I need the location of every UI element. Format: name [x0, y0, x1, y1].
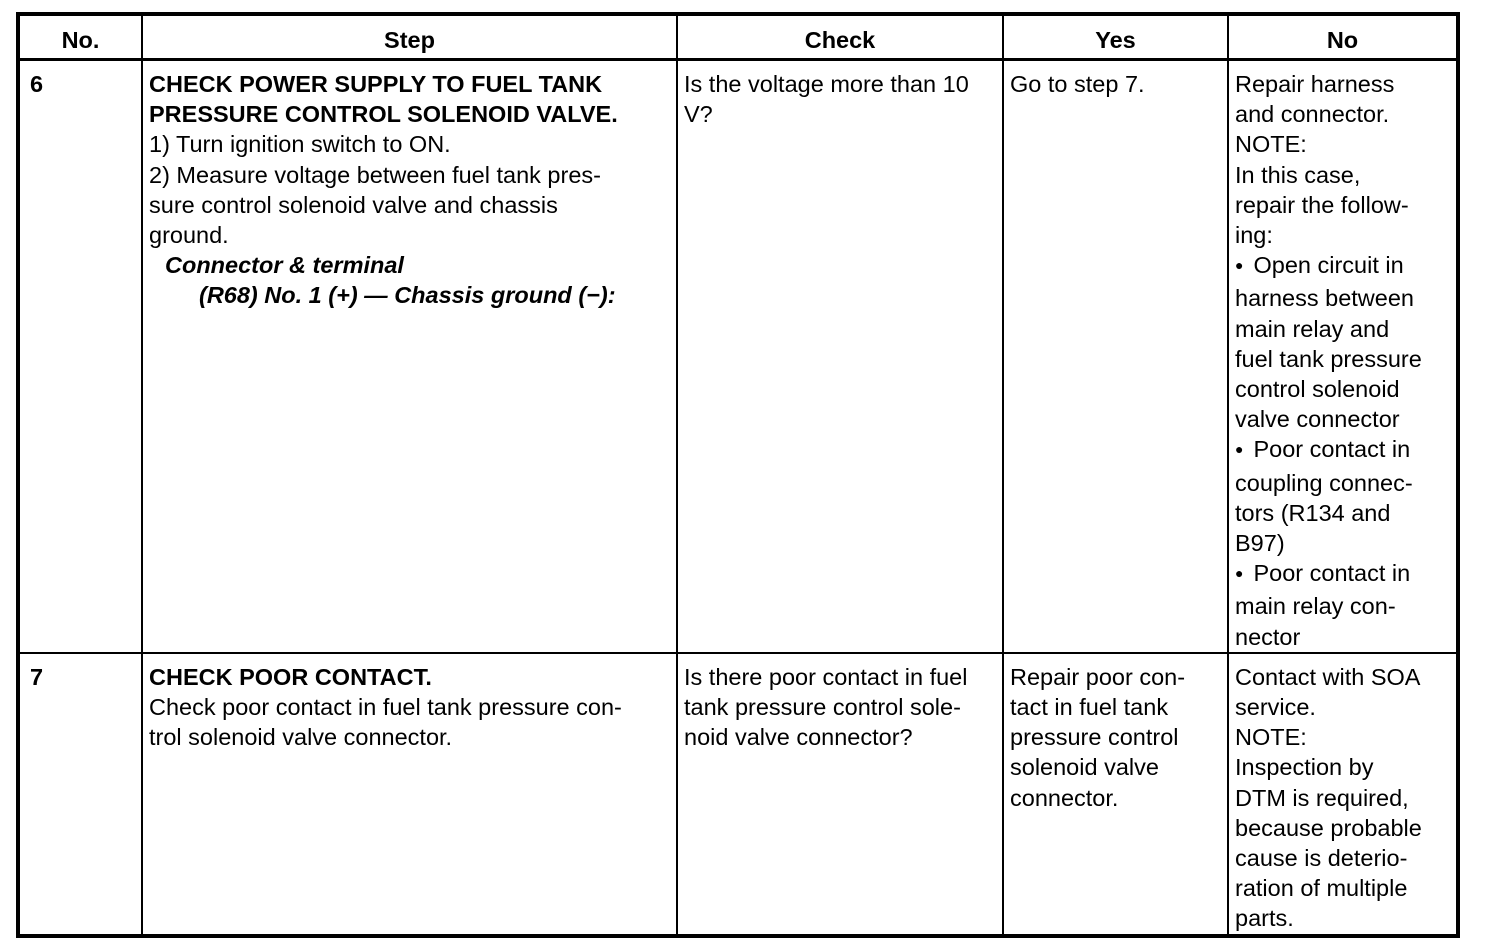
- note-label: NOTE:: [1235, 131, 1307, 158]
- bullet-text: Open circuit in: [1253, 252, 1404, 279]
- no-action-cell: [1228, 60, 1458, 653]
- no-action-line: harness between: [1235, 285, 1414, 312]
- step-body-line: 2) Measure voltage between fuel tank pres-: [149, 161, 601, 188]
- check-line: noid valve connector?: [684, 724, 913, 751]
- no-action-line: and connector.: [1235, 101, 1390, 128]
- bullet-icon: [1235, 560, 1253, 586]
- no-action-line: nector: [1235, 623, 1301, 650]
- check-line: tank pressure control sole-: [684, 694, 961, 721]
- no-action-line: coupling connec-: [1235, 469, 1413, 496]
- bullet-icon: [1235, 436, 1253, 462]
- header-no: No.: [18, 14, 142, 60]
- step-title-line: CHECK POWER SUPPLY TO FUEL TANK: [149, 71, 603, 97]
- connector-spec-label: Connector & terminal: [165, 252, 404, 279]
- step-cell: [142, 653, 677, 936]
- no-action-line: ration of multiple: [1235, 875, 1408, 902]
- diagnostic-table: [16, 12, 1460, 938]
- yes-cell: [1003, 60, 1228, 653]
- table-row: [18, 60, 1458, 653]
- step-number: 6: [18, 60, 142, 653]
- bullet-text: Poor contact in: [1253, 560, 1411, 587]
- bullet-item: [1235, 558, 1450, 591]
- header-step: Step: [142, 14, 677, 60]
- no-action-line: valve connector: [1235, 406, 1400, 433]
- yes-cell: [1003, 653, 1228, 936]
- yes-line: solenoid valve: [1010, 754, 1159, 781]
- no-action-line: main relay and: [1235, 315, 1390, 342]
- no-action-line: cause is deterio-: [1235, 845, 1408, 872]
- header-yes: Yes: [1003, 14, 1228, 60]
- bullet-icon: [1235, 252, 1253, 278]
- connector-spec-value: (R68) No. 1 (+) — Chassis ground (−):: [199, 282, 616, 309]
- no-action-line: fuel tank pressure: [1235, 345, 1422, 372]
- bullet-item: [1235, 250, 1450, 283]
- step-body-line: ground.: [149, 222, 229, 249]
- check-line: V?: [684, 101, 713, 128]
- step-cell: [142, 60, 677, 653]
- no-action-line: ing:: [1235, 222, 1273, 249]
- no-action-cell: [1228, 653, 1458, 936]
- check-cell: [677, 653, 1003, 936]
- no-action-line: DTM is required,: [1235, 784, 1409, 811]
- no-action-line: repair the follow-: [1235, 191, 1409, 218]
- note-label: NOTE:: [1235, 724, 1307, 751]
- bullet-item: [1235, 434, 1450, 467]
- yes-line: connector.: [1010, 784, 1119, 811]
- no-action-line: because probable: [1235, 814, 1422, 841]
- no-action-line: parts.: [1235, 905, 1294, 932]
- yes-line: Go to step 7.: [1010, 71, 1145, 97]
- header-check: Check: [677, 14, 1003, 60]
- header-row: [18, 14, 1458, 60]
- no-action-line: B97): [1235, 530, 1285, 557]
- no-action-line: tors (R134 and: [1235, 499, 1391, 526]
- no-action-line: Contact with SOA: [1235, 663, 1421, 690]
- check-cell: [677, 60, 1003, 653]
- table-row: [18, 653, 1458, 936]
- step-body-line: Check poor contact in fuel tank pressure con-: [149, 694, 622, 721]
- step-title-line: CHECK POOR CONTACT.: [149, 663, 432, 690]
- check-line: Is there poor contact in fuel: [684, 663, 968, 690]
- no-action-line: Repair harness: [1235, 71, 1395, 97]
- no-action-line: service.: [1235, 694, 1316, 721]
- no-action-line: control solenoid: [1235, 376, 1400, 403]
- yes-line: Repair poor con-: [1010, 663, 1186, 690]
- step-body-line: trol solenoid valve connector.: [149, 724, 453, 751]
- yes-line: pressure control: [1010, 724, 1179, 751]
- step-body-line: 1) Turn ignition switch to ON.: [149, 131, 451, 158]
- step-body-line: sure control solenoid valve and chassis: [149, 191, 558, 218]
- bullet-text: Poor contact in: [1253, 436, 1411, 463]
- step-title-line: PRESSURE CONTROL SOLENOID VALVE.: [149, 101, 618, 128]
- header-no-action: No: [1228, 14, 1458, 60]
- yes-line: tact in fuel tank: [1010, 694, 1169, 721]
- no-action-line: Inspection by: [1235, 754, 1374, 781]
- check-line: Is the voltage more than 10: [684, 71, 969, 97]
- no-action-line: main relay con-: [1235, 593, 1396, 620]
- step-number: 7: [18, 653, 142, 936]
- no-action-line: In this case,: [1235, 161, 1361, 188]
